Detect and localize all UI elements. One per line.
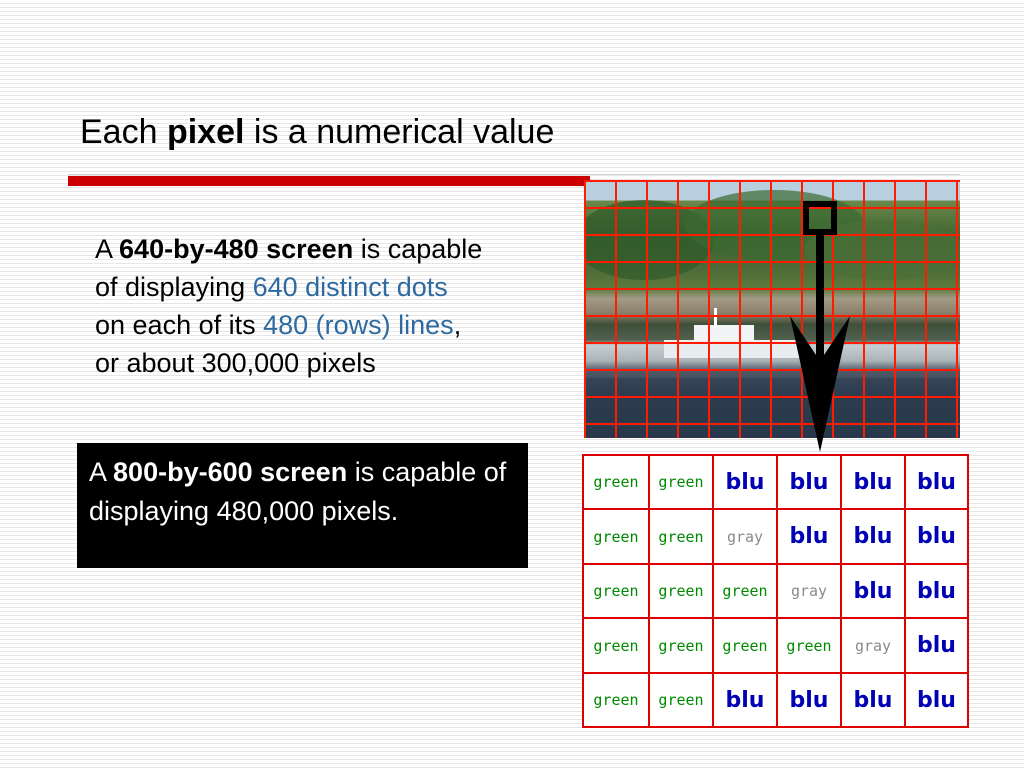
title-prefix: Each — [80, 113, 167, 151]
color-cell: green — [584, 565, 648, 617]
color-cell: green — [714, 619, 776, 672]
title-suffix: is a numerical value — [244, 113, 555, 151]
para-part-1: A — [95, 234, 120, 264]
color-cell: green — [584, 456, 648, 508]
slide-title — [80, 113, 554, 152]
color-cell: green — [650, 565, 712, 617]
callout-bold-resolution: 800-by-600 screen — [113, 457, 348, 487]
title-underline-thin — [68, 174, 960, 175]
color-cell: blu — [906, 565, 967, 617]
color-cell: blu — [842, 674, 904, 726]
color-cell: blu — [906, 619, 967, 672]
color-cell: green — [714, 565, 776, 617]
color-cell: blu — [842, 510, 904, 563]
para-bold-resolution: 640-by-480 screen — [119, 234, 354, 264]
para-part-3: is capable of displaying — [95, 234, 483, 302]
color-cell: blu — [778, 456, 840, 508]
title-underline-red — [68, 176, 590, 186]
color-cell: blu — [714, 456, 776, 508]
color-cell: green — [584, 510, 648, 563]
para-part-7: , or about 300,000 pixels — [95, 310, 462, 378]
callout-part-1: A — [89, 457, 114, 487]
color-cell: blu — [778, 510, 840, 563]
color-cell: gray — [842, 619, 904, 672]
color-cell: green — [584, 674, 648, 726]
color-cell: gray — [714, 510, 776, 563]
color-cell: blu — [906, 510, 967, 563]
color-cell: gray — [778, 565, 840, 617]
color-cell: green — [650, 510, 712, 563]
callout-part-3: is capable of displaying 480,000 pixels. — [89, 457, 507, 526]
color-cell: green — [650, 456, 712, 508]
title-bold-word: pixel — [166, 113, 245, 151]
color-cell: blu — [778, 674, 840, 726]
para-highlight-lines: 480 (rows) lines — [263, 310, 454, 340]
para-part-5: on each of its — [95, 310, 264, 340]
harbor-photo — [584, 180, 960, 438]
color-cell: blu — [714, 674, 776, 726]
para-highlight-dots: 640 distinct dots — [252, 272, 448, 302]
pixel-grid-overlay — [584, 180, 960, 438]
callout-800x600 — [77, 443, 528, 568]
color-cell: green — [584, 619, 648, 672]
color-cell: blu — [906, 456, 967, 508]
color-cell: green — [650, 619, 712, 672]
color-cell: green — [778, 619, 840, 672]
color-cell: green — [650, 674, 712, 726]
color-cell: blu — [906, 674, 967, 726]
color-cell: blu — [842, 565, 904, 617]
color-cell: blu — [842, 456, 904, 508]
down-arrow-icon — [780, 196, 860, 452]
paragraph-640x480 — [95, 230, 485, 382]
pixel-color-grid — [582, 454, 969, 728]
